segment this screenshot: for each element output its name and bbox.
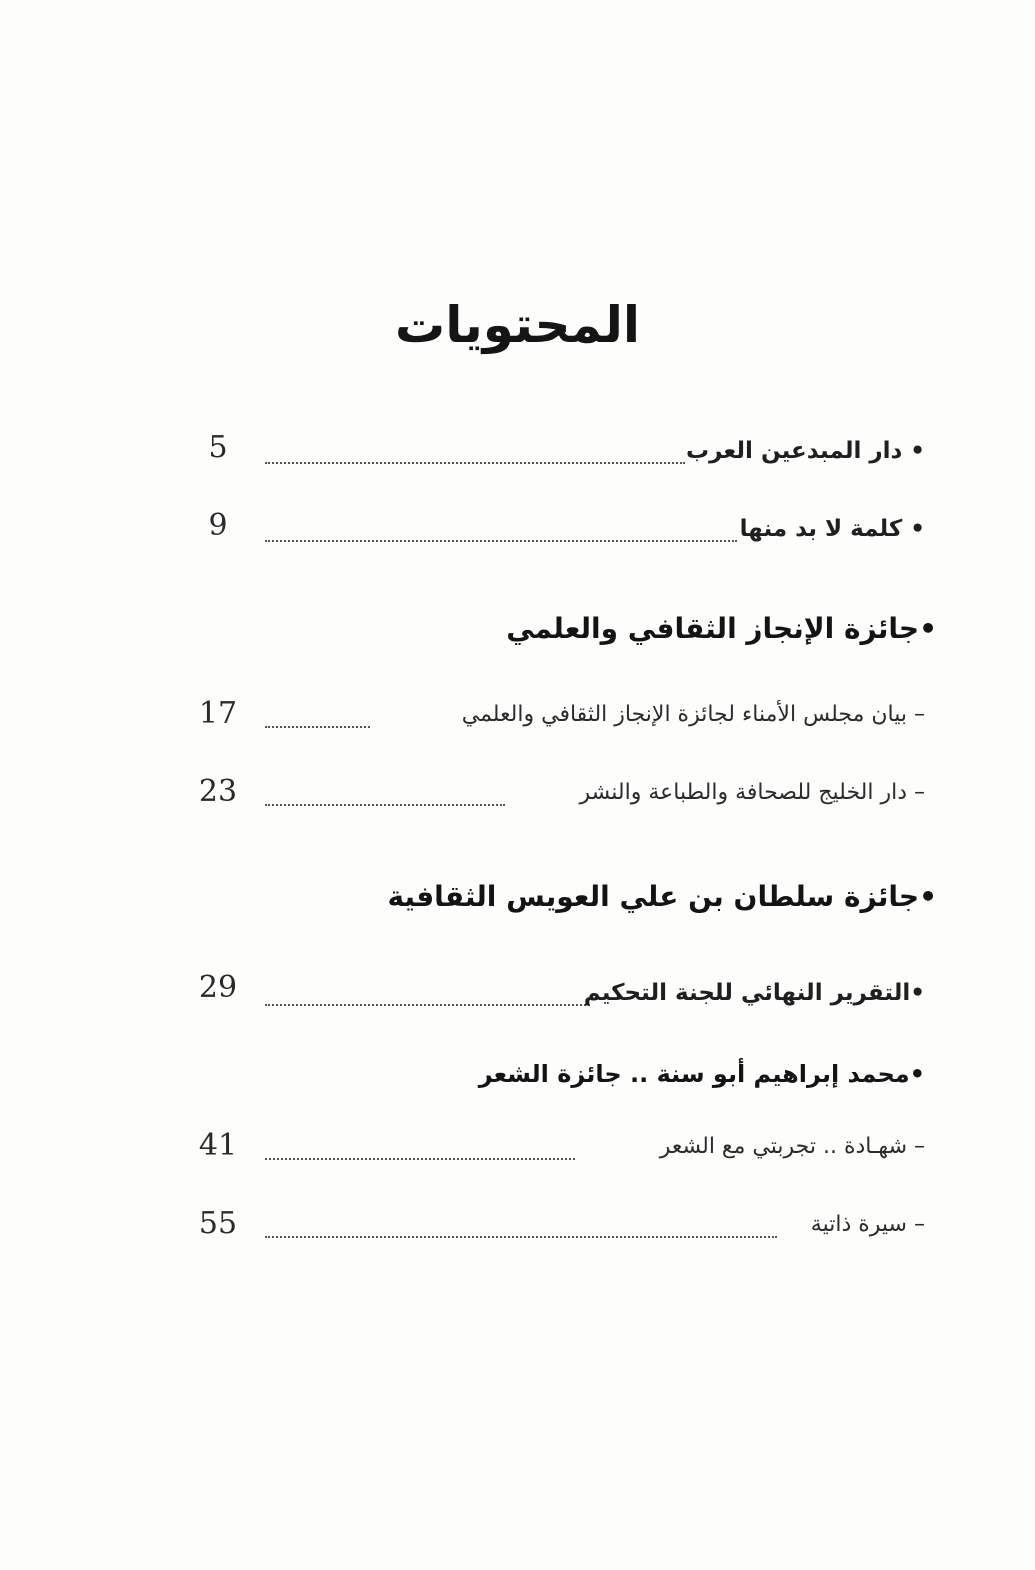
page-number: 9 (208, 508, 228, 543)
entry-label: – سيرة ذاتية (810, 1212, 925, 1237)
entry-label: – بيان مجلس الأمناء لجائزة الإنجاز الثقافي والعلمي (461, 702, 925, 727)
entry-label: – دار الخليج للصحافة والطباعة والنشر (579, 780, 925, 805)
entry-label: •التقرير النهائي للجنة التحكيم (583, 980, 925, 1006)
toc-entry (0, 1128, 1035, 1178)
page-number: 41 (198, 1128, 238, 1163)
dot-leader (265, 804, 505, 806)
page-number: 29 (198, 970, 238, 1005)
toc-entry (0, 696, 1035, 746)
section-heading: •جائزة سلطان بن علي العويس الثقافية (387, 880, 937, 913)
entry-label: – شهـادة .. تجربتي مع الشعر (659, 1134, 925, 1159)
page-title: المحتويات (394, 296, 641, 354)
page-number: 23 (198, 774, 238, 809)
dot-leader (265, 462, 685, 464)
section-heading: •جائزة الإنجاز الثقافي والعلمي (506, 612, 937, 645)
dot-leader (265, 1158, 575, 1160)
dot-leader (265, 1236, 777, 1238)
page-number: 55 (198, 1206, 238, 1241)
toc-entry (0, 430, 1035, 480)
entry-label: • كلمة لا بد منها (739, 516, 925, 542)
entry-label: • دار المبدعين العرب (686, 438, 925, 464)
page-number: 5 (208, 430, 228, 465)
subsection-heading: •محمد إبراهيم أبو سنة .. جائزة الشعر (478, 1060, 925, 1088)
toc-entry (0, 508, 1035, 558)
dot-leader (265, 540, 737, 542)
toc-entry (0, 774, 1035, 824)
page-number: 17 (198, 696, 238, 731)
toc-entry (0, 970, 1035, 1020)
dot-leader (265, 726, 370, 728)
dot-leader (265, 1004, 590, 1006)
toc-entry (0, 1206, 1035, 1256)
